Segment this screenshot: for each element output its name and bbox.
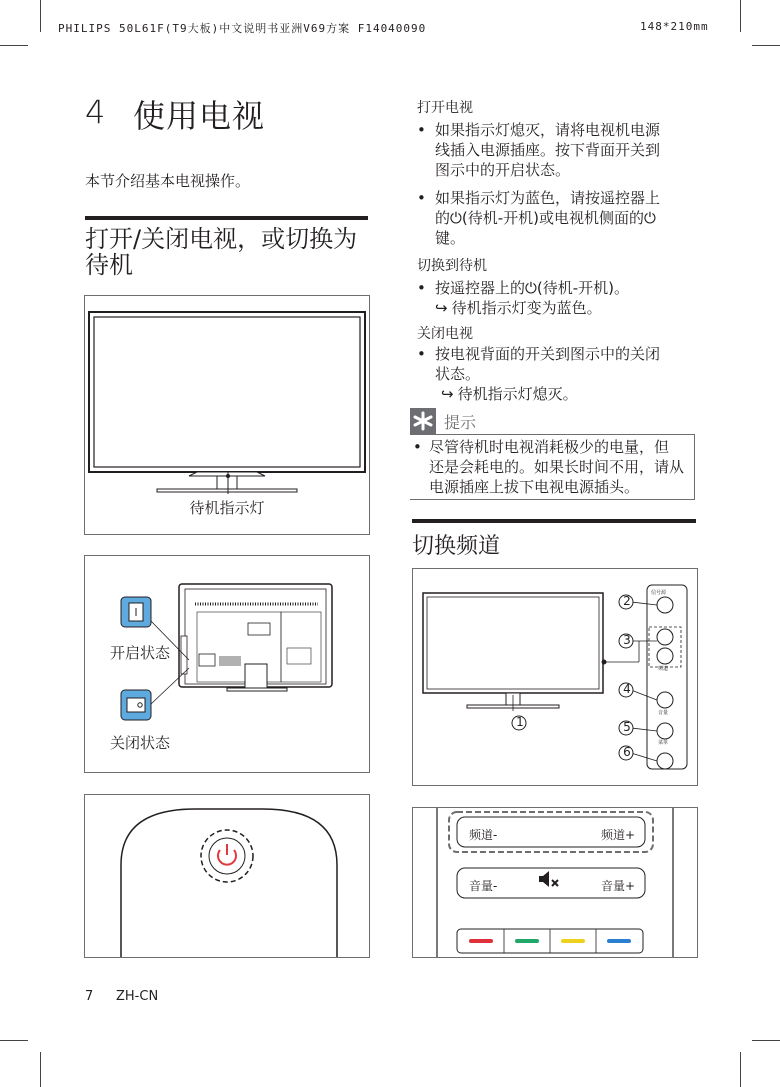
- callout-5: 5: [623, 720, 631, 734]
- side-label-volume: 音量: [658, 710, 669, 716]
- section-title-line: 打开/关闭电视，或切换为: [85, 225, 358, 253]
- figure-side-buttons: [412, 568, 698, 786]
- tip-box: [410, 434, 695, 500]
- tip-line: 还是会耗电的。如果长时间不用，请从: [429, 458, 685, 476]
- remote-keys-illustration: [413, 808, 697, 957]
- side-label-channel: 频道: [658, 666, 669, 672]
- channel-up-key: 频道+: [601, 828, 636, 842]
- result-arrow-icon: ↪: [435, 299, 448, 317]
- bullet-result: [435, 298, 707, 318]
- volume-down-key: 音量-: [469, 879, 498, 893]
- crop-mark: [740, 1052, 741, 1087]
- tip-badge: [410, 408, 436, 434]
- crop-mark: [752, 1040, 780, 1041]
- crop-mark: [0, 45, 28, 46]
- callout-4: 4: [623, 682, 631, 696]
- figure-tv-front: [84, 295, 370, 535]
- turn-off-heading: 关闭电视: [417, 326, 473, 342]
- bullet-line: 图示中的开启状态。: [435, 161, 571, 179]
- bullet-line: 状态。: [435, 365, 481, 383]
- bullet-line: 按遥控器上的⏻(待机-开机)。: [435, 279, 629, 297]
- volume-up-key: 音量+: [601, 879, 636, 893]
- tip-icon: [410, 408, 436, 434]
- chapter-number: 4: [85, 93, 106, 131]
- figure-remote-power: [84, 794, 370, 958]
- bullet-result: [441, 384, 707, 404]
- print-size: 148*210mm: [640, 20, 709, 33]
- switch-off-label: 关闭状态: [110, 734, 171, 752]
- standby-heading: 切换到待机: [417, 258, 487, 274]
- section-title-line: 待机: [85, 251, 133, 279]
- side-label-source: 信号源: [651, 590, 667, 596]
- callout-6: 6: [623, 745, 631, 759]
- section-rule: [85, 216, 368, 220]
- chapter-title: 使用电视: [133, 97, 266, 135]
- crop-mark: [740, 0, 741, 32]
- figure-caption: 待机指示灯: [189, 499, 265, 517]
- print-header: PHILIPS 50L61F(T9大板)中文说明书亚洲V69方案 F14040090: [58, 22, 427, 35]
- intro-text: 本节介绍基本电视操作。: [85, 172, 251, 190]
- page-number: 7: [85, 989, 94, 1004]
- side-label-menu: 菜单: [658, 740, 669, 746]
- bullet-line: 按电视背面的开关到图示中的关闭: [435, 345, 661, 363]
- result-arrow-icon: ↪: [441, 385, 454, 403]
- standby-bullet: • 按遥控器上的⏻(待机-开机)。 ↪ 待机指示灯变为蓝色。: [417, 278, 707, 318]
- tip-line: 尽管待机时电视消耗极少的电量，但: [429, 438, 670, 456]
- turn-on-heading: 打开电视: [417, 100, 473, 116]
- turn-on-bullet-2: • 如果指示灯为蓝色，请按遥控器上 的⏻(待机-开机)或电视机侧面的⏻ 键。: [417, 188, 707, 248]
- channel-down-key: 频道-: [469, 828, 498, 842]
- crop-mark: [40, 1052, 41, 1087]
- section-rule: [412, 519, 696, 523]
- bullet-line: 如果指示灯为蓝色，请按遥控器上: [435, 189, 661, 207]
- tip-title: 提示: [444, 413, 477, 432]
- turn-on-bullet-1: • 如果指示灯熄灭，请将电视机电源 线插入电源插座。按下背面开关到 图示中的开启状态。: [417, 120, 707, 180]
- switch-on-label: 开启状态: [110, 644, 171, 662]
- crop-mark: [40, 0, 41, 32]
- bullet-line: 键。: [435, 229, 466, 247]
- remote-top-illustration: [85, 795, 369, 957]
- figure-remote-keys: [412, 807, 698, 958]
- callout-2: 2: [623, 594, 631, 608]
- turn-off-bullet: • 按电视背面的开关到图示中的关闭 状态。 ↪ 待机指示灯熄灭。: [417, 344, 707, 404]
- language-code: ZH-CN: [116, 989, 159, 1004]
- tip-line: 电源插座上拔下电视电源插头。: [429, 478, 640, 496]
- result-text: 待机指示灯变为蓝色。: [451, 299, 602, 317]
- callout-1: 1: [516, 715, 524, 729]
- crop-mark: [752, 45, 780, 46]
- bullet-line: 线插入电源插座。按下背面开关到: [435, 141, 661, 159]
- callout-3: 3: [623, 633, 631, 647]
- tip-bullet: • 尽管待机时电视消耗极少的电量，但 还是会耗电的。如果长时间不用，请从 电源插座上拔下电视电源插头。: [413, 437, 693, 497]
- bullet-line: 如果指示灯熄灭，请将电视机电源: [435, 121, 661, 139]
- result-text: 待机指示灯熄灭。: [457, 385, 578, 403]
- section-title: 切换频道: [412, 534, 501, 559]
- bullet-line: 的⏻(待机-开机)或电视机侧面的⏻: [435, 209, 656, 227]
- section-title: [85, 226, 357, 278]
- figure-tv-back: [84, 555, 370, 773]
- side-buttons-illustration: [413, 569, 697, 785]
- crop-mark: [0, 1040, 28, 1041]
